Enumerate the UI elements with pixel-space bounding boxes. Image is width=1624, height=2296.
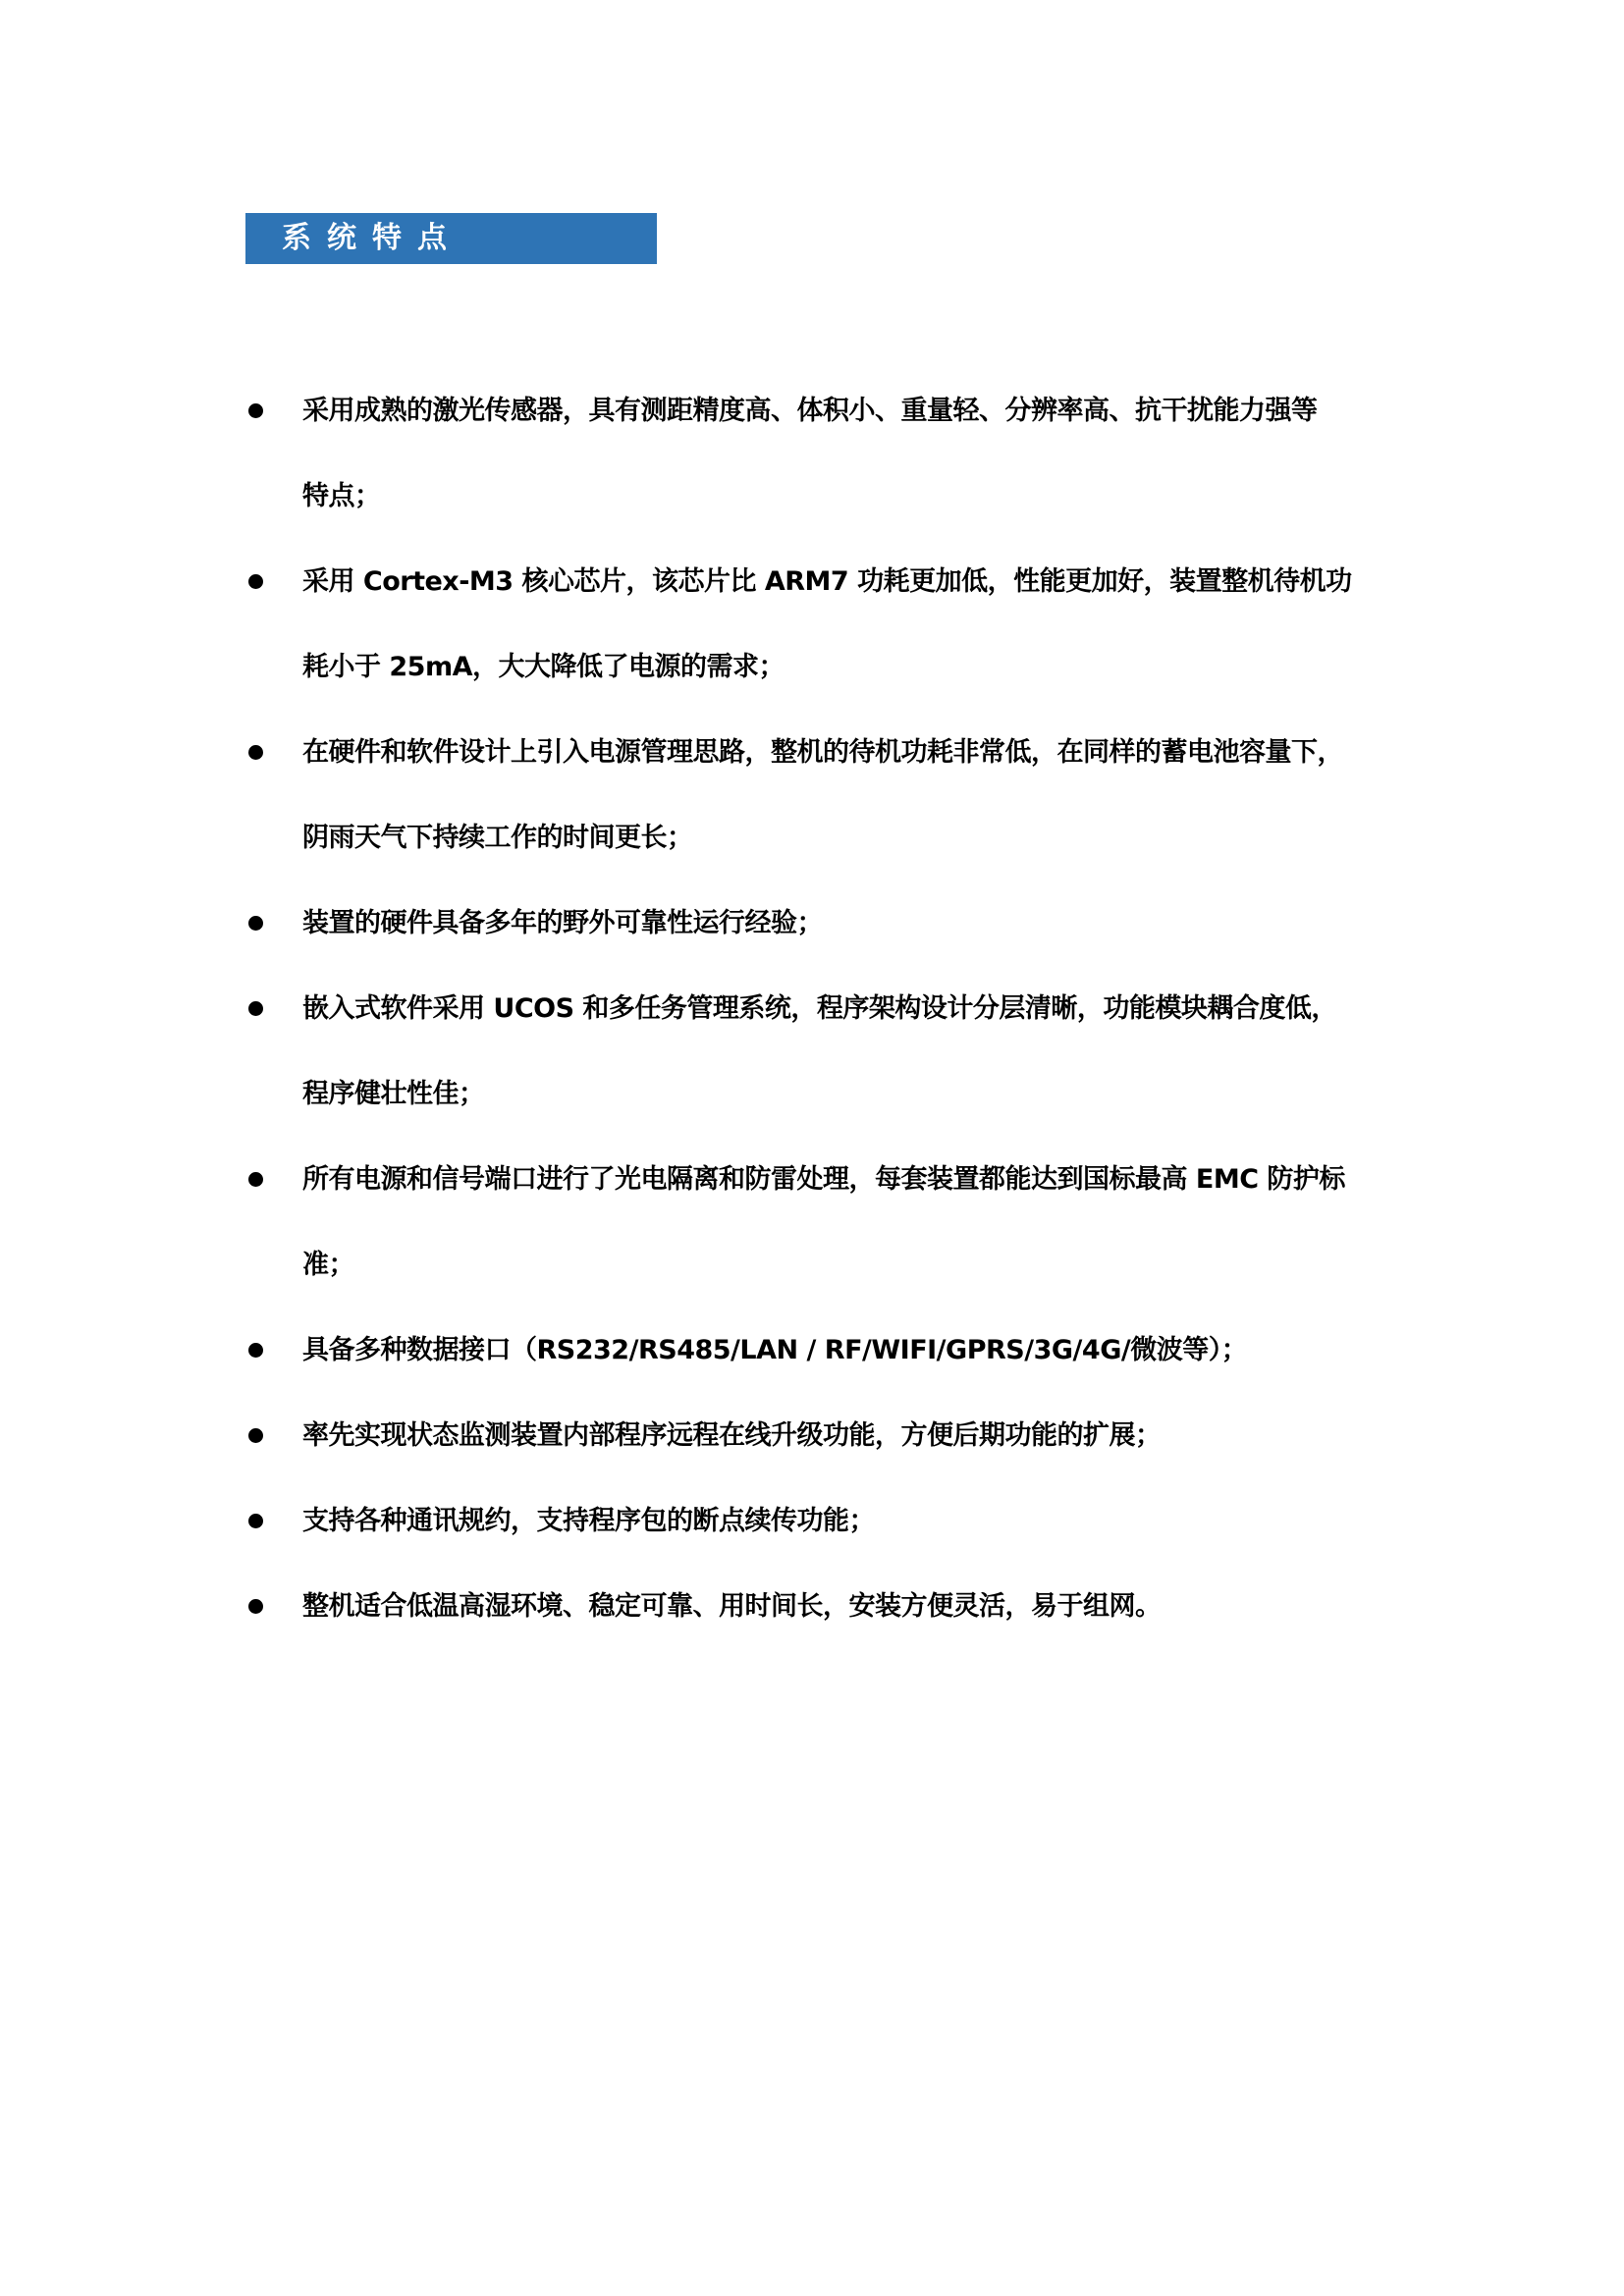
bullet-icon — [248, 1172, 263, 1187]
feature-text-line: 支持各种通讯规约，支持程序包的断点续传功能； — [302, 1506, 875, 1536]
feature-item — [245, 1478, 1404, 1564]
feature-item — [245, 1308, 1404, 1393]
feature-item — [245, 539, 1404, 710]
feature-item — [245, 1564, 1404, 1649]
feature-text-line: 采用成熟的激光传感器，具有测距精度高、体积小、重量轻、分辨率高、抗干扰能力强等 — [302, 396, 1318, 426]
feature-item — [245, 710, 1404, 881]
feature-text-line: 具备多种数据接口（RS232/RS485/LAN / RF/WIFI/GPRS/3G/4G/微波等）； — [302, 1335, 1248, 1365]
feature-text-line: 在硬件和软件设计上引入电源管理思路，整机的待机功耗非常低，在同样的蓄电池容量下， — [302, 737, 1343, 768]
feature-item — [245, 1137, 1404, 1308]
bullet-icon — [248, 1343, 263, 1358]
bullet-icon — [248, 1001, 263, 1016]
feature-list — [245, 368, 1404, 1649]
feature-text-line: 嵌入式软件采用 UCOS 和多任务管理系统，程序架构设计分层清晰，功能模块耦合度低， — [302, 993, 1337, 1024]
bullet-icon — [248, 916, 263, 931]
feature-item — [245, 881, 1404, 966]
feature-item — [245, 368, 1404, 539]
feature-text-line: 特点； — [302, 481, 381, 511]
feature-item — [245, 966, 1404, 1137]
feature-text-line: 整机适合低温高湿环境、稳定可靠、用时间长，安装方便灵活，易于组网。 — [302, 1591, 1162, 1622]
feature-text-line: 准； — [302, 1250, 354, 1280]
bullet-icon — [248, 574, 263, 589]
bullet-icon — [248, 1428, 263, 1443]
feature-item — [245, 1393, 1404, 1478]
feature-text-line: 采用 Cortex-M3 核心芯片，该芯片比 ARM7 功耗更加低，性能更加好，装置整机待机功 — [302, 566, 1352, 597]
feature-text-line: 耗小于 25mA，大大降低了电源的需求； — [302, 652, 785, 682]
bullet-icon — [248, 745, 263, 760]
feature-text-line: 装置的硬件具备多年的野外可靠性运行经验； — [302, 908, 823, 938]
section-header-bar — [245, 213, 657, 264]
bullet-icon — [248, 1599, 263, 1614]
feature-text-line: 率先实现状态监测装置内部程序远程在线升级功能，方便后期功能的扩展； — [302, 1420, 1162, 1451]
bullet-icon — [248, 403, 263, 418]
feature-text-line: 阴雨天气下持续工作的时间更长； — [302, 823, 693, 853]
feature-text-line: 所有电源和信号端口进行了光电隔离和防雷处理，每套装置都能达到国标最高 EMC 防护标 — [302, 1164, 1345, 1195]
feature-text-line: 程序健壮性佳； — [302, 1079, 485, 1109]
section-title: 系统特点 — [282, 221, 462, 255]
bullet-icon — [248, 1514, 263, 1528]
